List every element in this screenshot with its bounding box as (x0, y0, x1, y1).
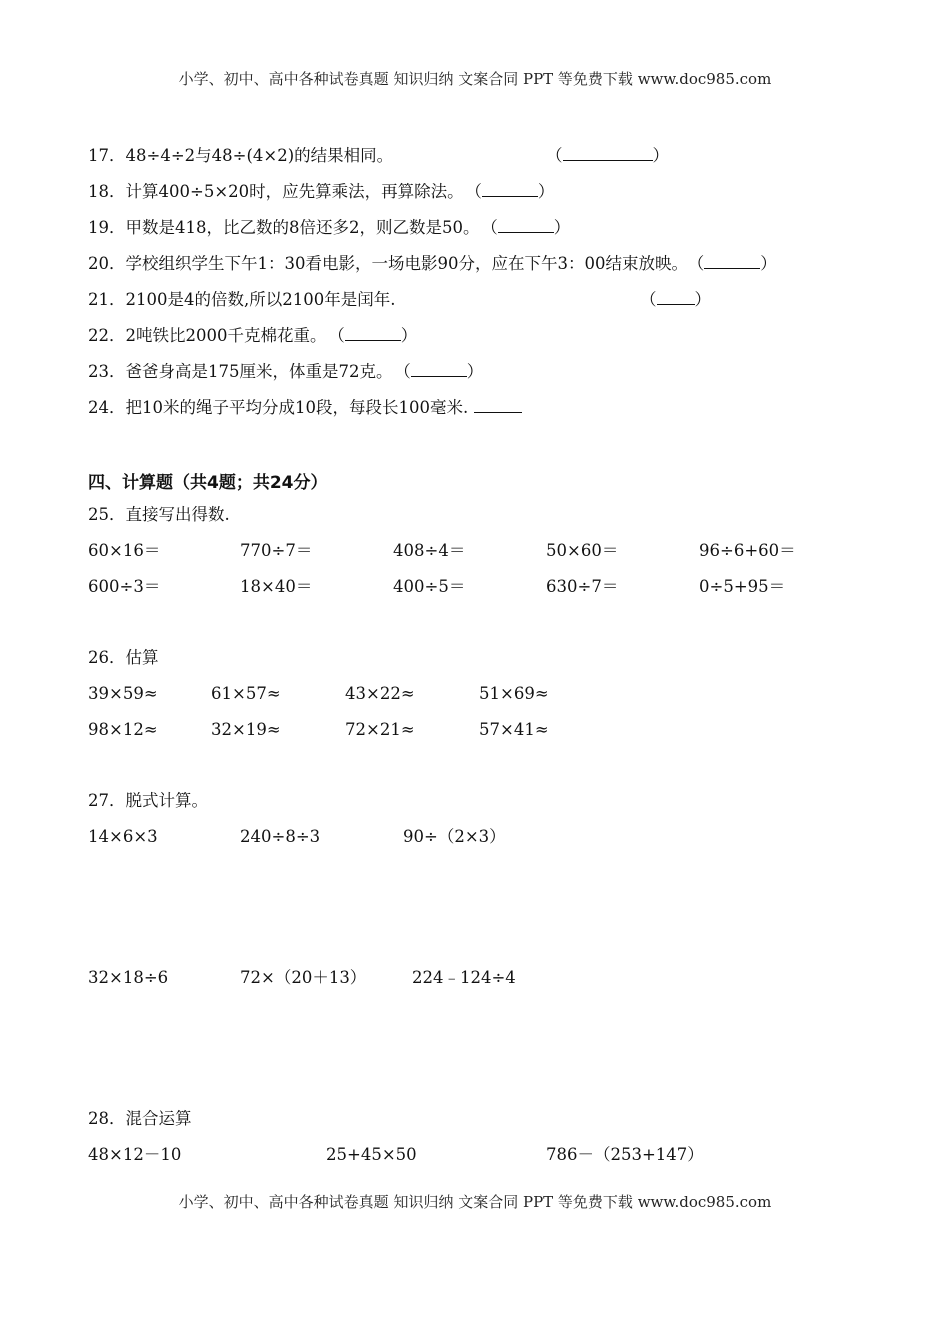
estimate-item: 61×57≈ (211, 684, 281, 703)
step-calc-item: 90÷（2×3） (403, 827, 506, 846)
estimate-item: 57×41≈ (479, 720, 549, 739)
question-number: 18． (88, 182, 126, 201)
question-21 (88, 289, 395, 311)
question-28-title: 28．混合运算 (88, 1109, 192, 1128)
question-24 (88, 397, 522, 419)
estimate-item: 51×69≈ (479, 684, 549, 703)
question-number: 21． (88, 290, 126, 309)
estimate-item: 98×12≈ (88, 720, 158, 739)
answer-blank-24[interactable] (474, 398, 522, 413)
section-title: 四、计算题（共4题；共24分） (88, 473, 328, 493)
oral-calc-item: 770÷7＝ (240, 541, 313, 560)
question-20 (88, 253, 777, 275)
step-calc-item: 224﹣124÷4 (412, 968, 516, 987)
estimate-item: 43×22≈ (345, 684, 415, 703)
oral-calc-item: 0÷5+95＝ (699, 577, 786, 596)
question-number: 20． (88, 254, 126, 273)
question-number: 24． (88, 398, 126, 417)
question-17 (88, 145, 393, 167)
page-header: 小学、初中、高中各种试卷真题 知识归纳 文案合同 PPT 等免费下载 www.doc985.com (178, 70, 772, 88)
question-number: 19． (88, 218, 126, 237)
oral-calc-item: 96÷6+60＝ (699, 541, 796, 560)
question-text: 2吨铁比2000千克棉花重。 (125, 326, 327, 345)
answer-paren-17[interactable]: （ ） (546, 146, 669, 165)
answer-paren-19[interactable]: （ ） (489, 218, 571, 237)
question-text: 学校组织学生下午1：30看电影，一场电影90分，应在下午3：00结束放映。 (125, 254, 688, 273)
answer-paren-22[interactable]: （ ） (336, 326, 418, 345)
question-text: 把10米的绳子平均分成10段，每段长100毫米. (125, 398, 469, 417)
oral-calc-item: 18×40＝ (240, 577, 313, 596)
step-calc-item: 240÷8÷3 (240, 827, 321, 846)
answer-paren-21[interactable]: （ ） (640, 290, 711, 309)
mixed-calc-item: 25+45×50 (326, 1145, 417, 1164)
answer-paren-18[interactable]: （ ） (473, 182, 555, 201)
answer-paren-20[interactable]: （ ） (695, 254, 777, 273)
question-number: 23． (88, 362, 126, 381)
question-18 (88, 181, 554, 203)
mixed-calc-item: 786－（253+147） (546, 1145, 704, 1164)
question-text: 48÷4÷2与48÷(4×2)的结果相同。 (125, 146, 394, 165)
question-text: 2100是4的倍数,所以2100年是闰年. (125, 290, 396, 309)
question-number: 22． (88, 326, 126, 345)
step-calc-item: 72×（20＋13） (240, 968, 367, 987)
mixed-calc-item: 48×12－10 (88, 1145, 182, 1164)
estimate-item: 72×21≈ (345, 720, 415, 739)
step-calc-item: 14×6×3 (88, 827, 158, 846)
oral-calc-item: 600÷3＝ (88, 577, 161, 596)
question-text: 计算400÷5×20时，应先算乘法，再算除法。 (125, 182, 464, 201)
answer-paren-23[interactable]: （ ） (402, 362, 484, 381)
estimate-item: 39×59≈ (88, 684, 158, 703)
oral-calc-item: 408÷4＝ (393, 541, 466, 560)
question-27-title: 27．脱式计算。 (88, 791, 208, 810)
question-19 (88, 217, 570, 239)
question-23 (88, 361, 483, 383)
oral-calc-item: 400÷5＝ (393, 577, 466, 596)
page-footer: 小学、初中、高中各种试卷真题 知识归纳 文案合同 PPT 等免费下载 www.doc985.com (178, 1193, 772, 1211)
question-text: 甲数是418，比乙数的8倍还多2，则乙数是50。 (125, 218, 480, 237)
step-calc-item: 32×18÷6 (88, 968, 169, 987)
oral-calc-item: 60×16＝ (88, 541, 161, 560)
oral-calc-item: 50×60＝ (546, 541, 619, 560)
oral-calc-item: 630÷7＝ (546, 577, 619, 596)
question-text: 爸爸身高是175厘米，体重是72克。 (125, 362, 393, 381)
question-26-title: 26．估算 (88, 648, 159, 667)
estimate-item: 32×19≈ (211, 720, 281, 739)
question-25-title: 25．直接写出得数. (88, 505, 230, 524)
question-number: 17． (88, 146, 126, 165)
question-22 (88, 325, 417, 347)
